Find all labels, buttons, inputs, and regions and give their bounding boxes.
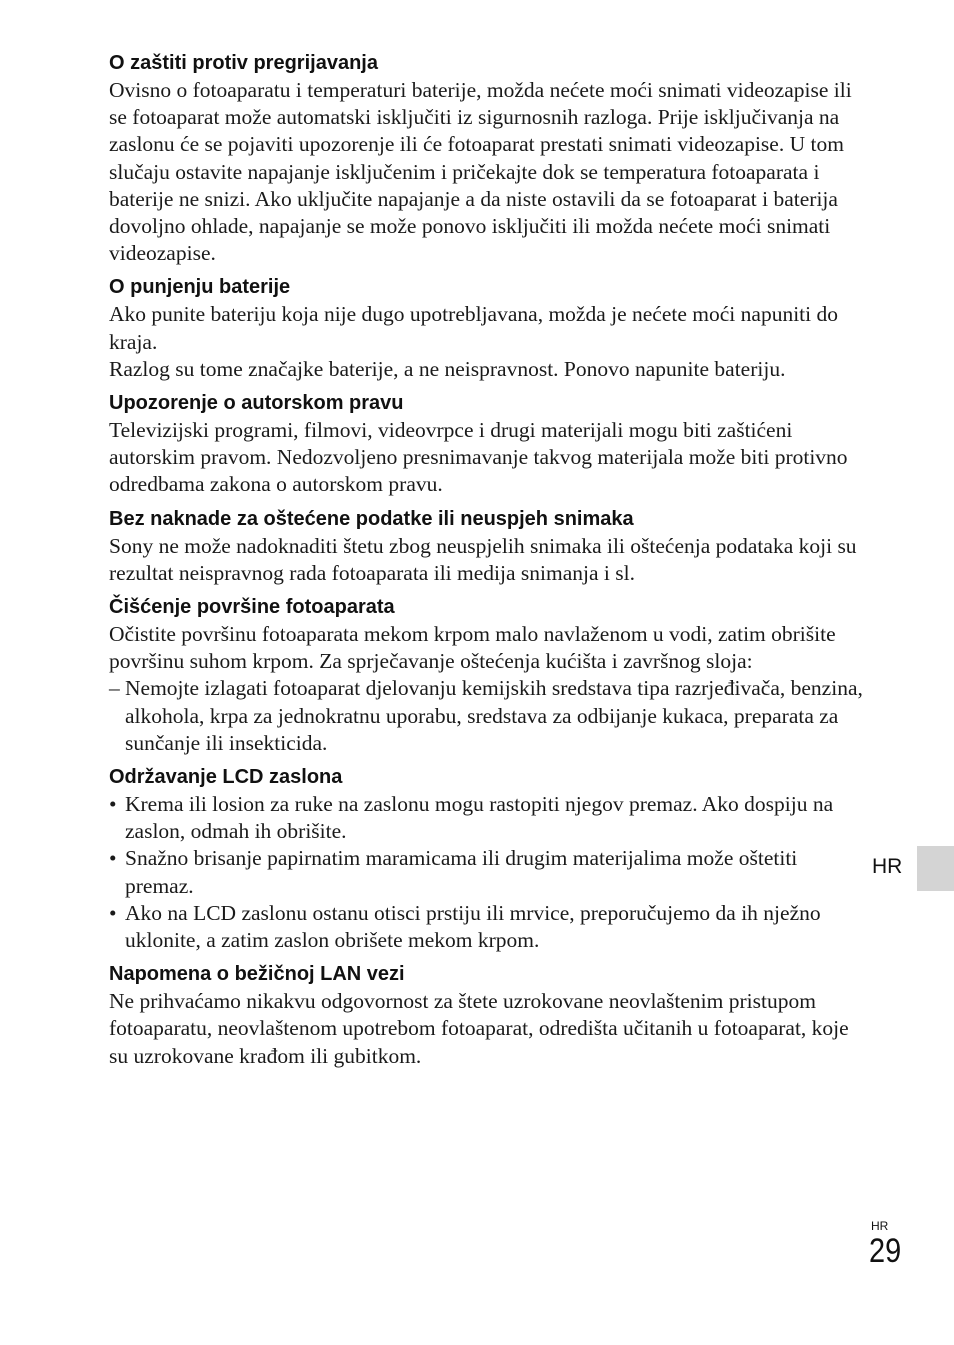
dash-marker: –	[109, 676, 120, 701]
section-heading: Upozorenje o autorskom pravu	[109, 392, 404, 415]
section-paragraph: Razlog su tome značajke baterije, a ne neispravnost. Ponovo napunite bateriju.	[109, 356, 786, 381]
page-content	[109, 50, 869, 1077]
dash-item-text: Nemojte izlagati fotoaparat djelovanju kemijskih sredstava tipa razrjeđivača, benzina, alkohola, krpa za jednokratnu uporabu, sredstava za odbijanje kukaca, preparata za sunčanje ili insekticida.	[125, 676, 863, 755]
section-no-compensation	[109, 506, 869, 587]
section-paragraph: Ovisno o fotoaparatu i temperaturi baterije, možda nećete moći snimati videozapise ili se fotoaparat može automatski isključiti iz sigurnosnih razloga. Prije isključivanja na zaslonu će se pojaviti upozorenje ili će fotoaparat prestati snimati videozapise. U tom slučaju ostavite napajanje isključenim i pričekajte dok se temperatura fotoaparata i baterije ne snizi. Ako uključite napajanje a da niste ostavili da se fotoaparat i baterija dovoljno ohlade, napajanje se može ponovo isključiti ili možda nećete moći snimati videozapise.	[109, 78, 852, 266]
language-tab-label: HR	[872, 855, 903, 878]
bullet-marker: •	[109, 846, 117, 871]
bullet-text: Krema ili losion za ruke na zaslonu mogu rastopiti njegov premaz. Ako dospiju na zaslon, odmah ih obrišite.	[125, 792, 834, 844]
section-heading: O punjenju baterije	[109, 276, 291, 299]
bullet-list-item	[109, 791, 869, 845]
section-wireless-lan	[109, 961, 869, 1070]
page-number: 29	[869, 1232, 902, 1270]
section-paragraph: Ako punite bateriju koja nije dugo upotrebljavana, možda je nećete moći napuniti do kraja.	[109, 302, 838, 354]
section-overheating	[109, 50, 869, 267]
section-heading: Održavanje LCD zaslona	[109, 766, 343, 789]
section-paragraph: Očistite površinu fotoaparata mekom krpom malo navlaženom u vodi, zatim obrišite površinu suhom krpom. Za sprječavanje oštećenja kućišta i završnog sloja:	[109, 622, 836, 674]
bullet-text: Snažno brisanje papirnatim maramicama ili drugim materijalima može oštetiti premaz.	[125, 846, 798, 898]
section-battery-charging	[109, 274, 869, 383]
section-copyright	[109, 390, 869, 499]
bullet-text: Ako na LCD zaslonu ostanu otisci prstiju ili mrvice, preporučujemo da ih nježno uklonite, a zatim zaslon obrišete mekom krpom.	[125, 900, 821, 953]
bullet-list-item	[109, 900, 869, 954]
bullet-list-item	[109, 845, 869, 899]
section-paragraph: Televizijski programi, filmovi, videovrpce i drugi materijali mogu biti zaštićeni autorskim pravom. Nedozvoljeno presnimavanje takvog materijala može biti protivno odredbama zakona o autorskom pravu.	[109, 418, 848, 497]
section-heading: Bez naknade za oštećene podatke ili neuspjeh snimaka	[109, 507, 634, 530]
section-heading: Napomena o bežičnoj LAN vezi	[109, 963, 405, 986]
bullet-marker: •	[109, 900, 117, 925]
folio-language: HR	[871, 1219, 889, 1233]
section-paragraph: Ne prihvaćamo nikakvu odgovornost za štete uzrokovane neovlaštenim pristupom fotoaparatu, neovlaštenom upotrebom fotoaparat, odredišta učitanih u fotoaparat, koje su uzrokovane krađom ili gubitkom.	[109, 989, 849, 1068]
section-paragraph: Sony ne može nadoknaditi štetu zbog neuspjelih snimaka ili oštećenja podataka koji su rezultat neispravnog rada fotoaparata ili medija snimanja i sl.	[109, 533, 857, 585]
section-heading: O zaštiti protiv pregrijavanja	[109, 52, 378, 74]
section-lcd-care	[109, 764, 869, 954]
language-side-tab	[917, 846, 954, 891]
bullet-marker: •	[109, 792, 117, 817]
dash-list-item	[109, 675, 869, 757]
section-heading: Čišćenje površine fotoaparata	[109, 596, 395, 619]
section-cleaning	[109, 594, 869, 757]
